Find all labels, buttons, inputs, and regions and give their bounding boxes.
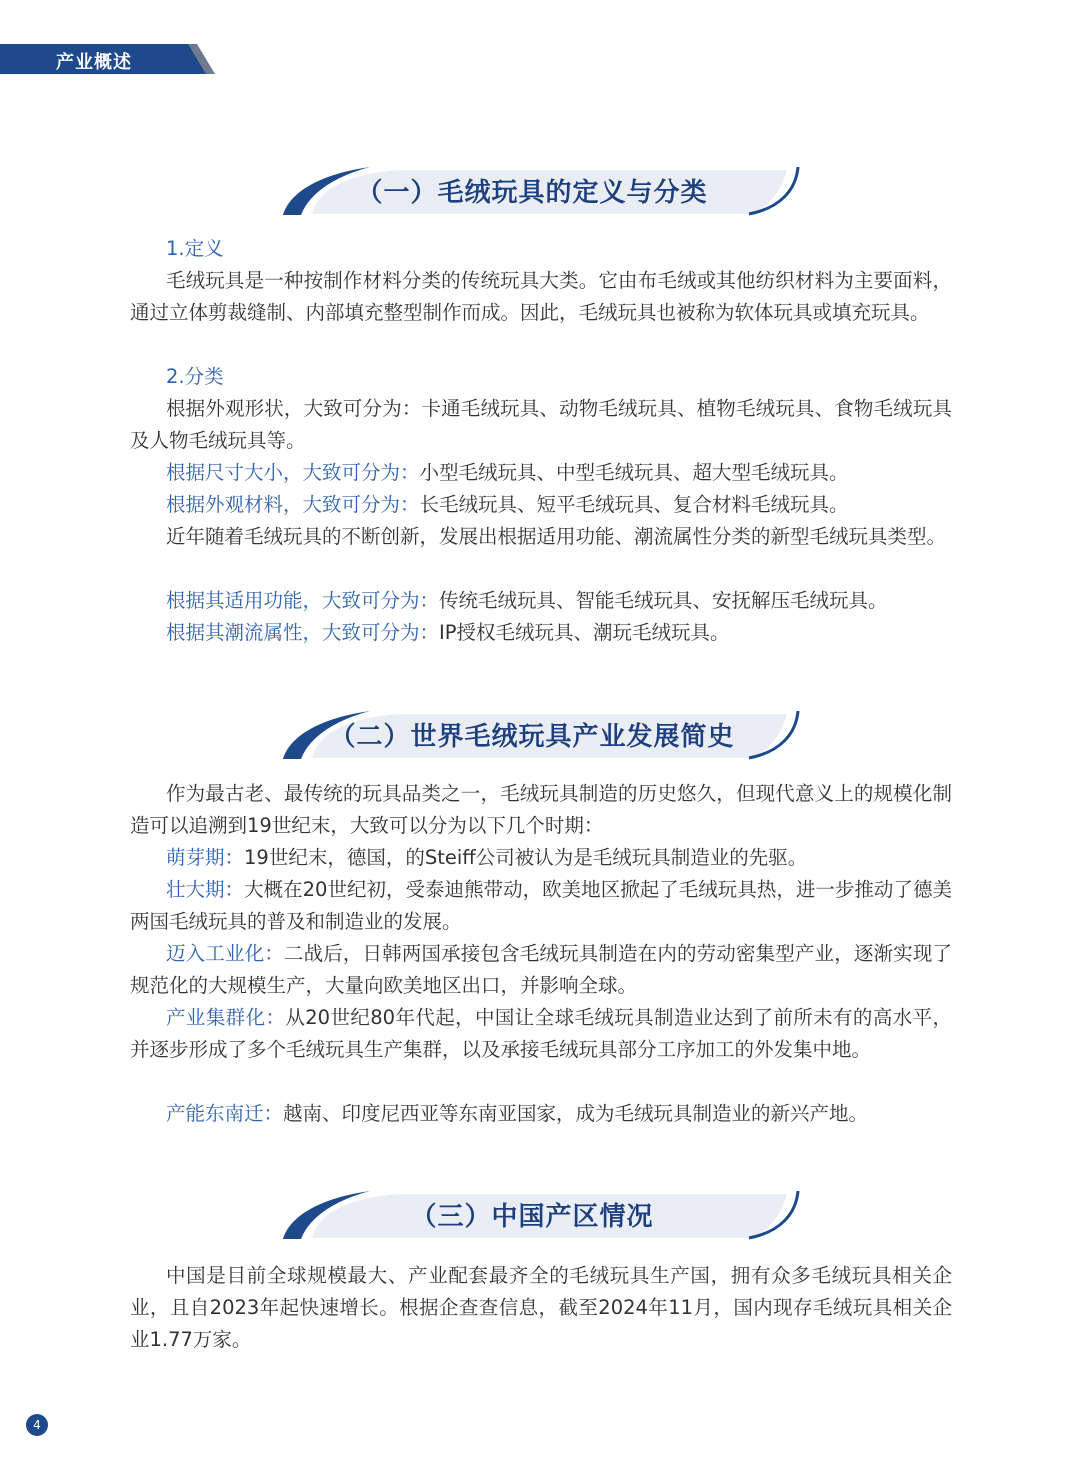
material-label: 根据外观材料，大致可分为： [166,493,420,516]
history-period-2 [130,874,952,938]
period-1-label: 萌芽期： [166,846,245,869]
classification-size [130,457,952,489]
period-3-text: 二战后，日韩两国承接包含毛绒玩具制造在内的劳动密集型产业，逐渐实现了规范化的大规模生产，大量向欧美地区出口，并影响全球。 [130,942,952,997]
period-5-label: 产能东南迁： [166,1102,284,1125]
history-period-4 [130,1002,952,1066]
period-5-text: 越南、印度尼西亚等东南亚国家，成为毛绒玩具制造业的新兴产地。 [283,1102,869,1125]
material-text: 长毛绒玩具、短平毛绒玩具、复合材料毛绒玩具。 [419,493,849,516]
history-intro: 作为最古老、最传统的玩具品类之一，毛绒玩具制造的历史悠久，但现代意义上的规模化制造可以追溯到19世纪末，大致可以分为以下几个时期： [130,782,952,837]
period-1-text: 19世纪末，德国，的Steiff公司被认为是毛绒玩具制造业的先驱。 [244,846,808,869]
period-2-label: 壮大期： [166,878,245,901]
history-period-3 [130,938,952,1002]
classification-heading: 2.分类 [166,365,224,388]
classification-trend [130,617,952,649]
section-2-heading [282,706,802,768]
history-period-5 [130,1098,952,1130]
section-3-heading [282,1186,802,1248]
size-text: 小型毛绒玩具、中型毛绒玩具、超大型毛绒玩具。 [419,461,849,484]
definition-heading: 1.定义 [166,237,224,260]
period-4-text: 从20世纪80年代起，中国让全球毛绒玩具制造业达到了前所未有的高水平，并逐步形成了多个毛绒玩具生产集群，以及承接毛绒玩具部分工序加工的外发集中地。 [130,1006,952,1061]
period-3-label: 迈入工业化： [166,942,284,965]
header-tab [0,44,215,74]
function-text: 传统毛绒玩具、智能毛绒玩具、安抚解压毛绒玩具。 [439,589,888,612]
function-label: 根据其适用功能，大致可分为： [166,589,440,612]
section-3-title: （三）中国产区情况 [410,1202,654,1232]
classification-material [130,489,952,521]
innovation-text: 近年随着毛绒玩具的不断创新，发展出根据适用功能、潮流属性分类的新型毛绒玩具类型。 [166,525,947,548]
period-4-label: 产业集群化： [166,1006,286,1029]
page-number: 4 [26,1414,48,1436]
definition-text: 毛绒玩具是一种按制作材料分类的传统玩具大类。它由布毛绒或其他纺织材料为主要面料，通过立体剪裁缝制、内部填充整型制作而成。因此，毛绒玩具也被称为软体玩具或填充玩具。 [130,269,952,324]
size-label: 根据尺寸大小，大致可分为： [166,461,420,484]
period-2-text: 大概在20世纪初，受泰迪熊带动，欧美地区掀起了毛绒玩具热，进一步推动了德美两国毛绒玩具的普及和制造业的发展。 [130,878,952,933]
section-1-title: （一）毛绒玩具的定义与分类 [356,178,708,208]
classification-appearance: 根据外观形状，大致可分为：卡通毛绒玩具、动物毛绒玩具、植物毛绒玩具、食物毛绒玩具及人物毛绒玩具等。 [130,397,952,452]
trend-label: 根据其潮流属性，大致可分为： [166,621,440,644]
trend-text: IP授权毛绒玩具、潮玩毛绒玩具。 [439,621,730,644]
china-region-text: 中国是目前全球规模最大、产业配套最齐全的毛绒玩具生产国，拥有众多毛绒玩具相关企业，且自2023年起快速增长。根据企查查信息，截至2024年11月，国内现存毛绒玩具相关企业1.77万家。 [130,1264,952,1351]
history-period-1 [130,842,952,874]
section-2-title: （二）世界毛绒玩具产业发展简史 [329,722,735,752]
classification-function [130,585,952,617]
section-1-heading [282,162,802,224]
header-tab-label: 产业概述 [56,52,132,73]
